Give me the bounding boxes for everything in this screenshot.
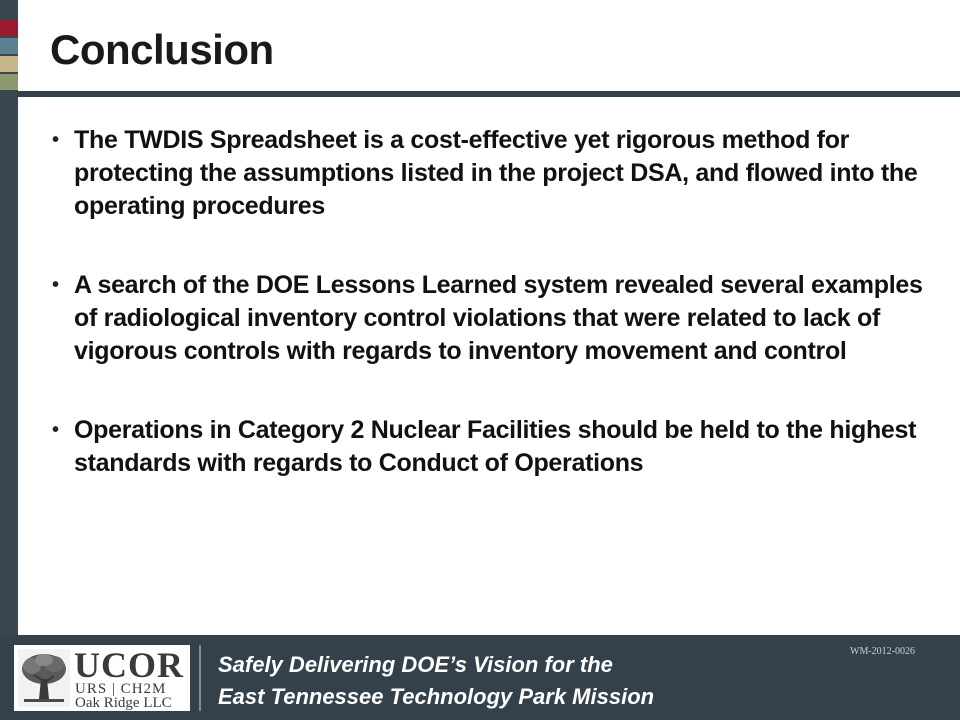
slide-title: Conclusion bbox=[50, 26, 274, 73]
bullet-list bbox=[52, 124, 932, 526]
logo-name: UCOR bbox=[74, 645, 184, 685]
footer-bar bbox=[0, 635, 960, 720]
tagline-line-1: Safely Delivering DOE’s Vision for the bbox=[218, 652, 613, 677]
footer-tagline bbox=[218, 649, 654, 713]
bullet-item-1: • The TWDIS Spreadsheet is a cost-effective yet rigorous method for protecting the assumptions listed in the project DSA, and flowed into the operating procedures bbox=[52, 124, 932, 223]
accent-chip-red bbox=[0, 20, 18, 36]
accent-chip-green bbox=[0, 74, 18, 90]
document-id: WM-2012-0026 bbox=[850, 646, 915, 657]
accent-chip-blue bbox=[0, 38, 18, 54]
logo-llc: Oak Ridge LLC bbox=[75, 695, 172, 711]
ucor-logo bbox=[14, 645, 190, 711]
tagline-line-2: East Tennessee Technology Park Mission bbox=[218, 684, 655, 709]
title-divider bbox=[18, 91, 960, 97]
slide-content bbox=[18, 0, 960, 635]
logo-partners: URS | CH2M bbox=[75, 681, 167, 697]
oak-tree-icon bbox=[18, 649, 70, 707]
accent-chip-tan bbox=[0, 56, 18, 72]
bullet-item-3: • Operations in Category 2 Nuclear Facilities should be held to the highest standards with regards to Conduct of Operations bbox=[52, 414, 932, 480]
footer-divider bbox=[199, 645, 201, 711]
left-accent-strip bbox=[0, 0, 18, 635]
bullet-item-2: • A search of the DOE Lessons Learned system revealed several examples of radiological inventory control violations that were related to lack of vigorous controls with regards to inventory movement and control bbox=[52, 269, 932, 368]
